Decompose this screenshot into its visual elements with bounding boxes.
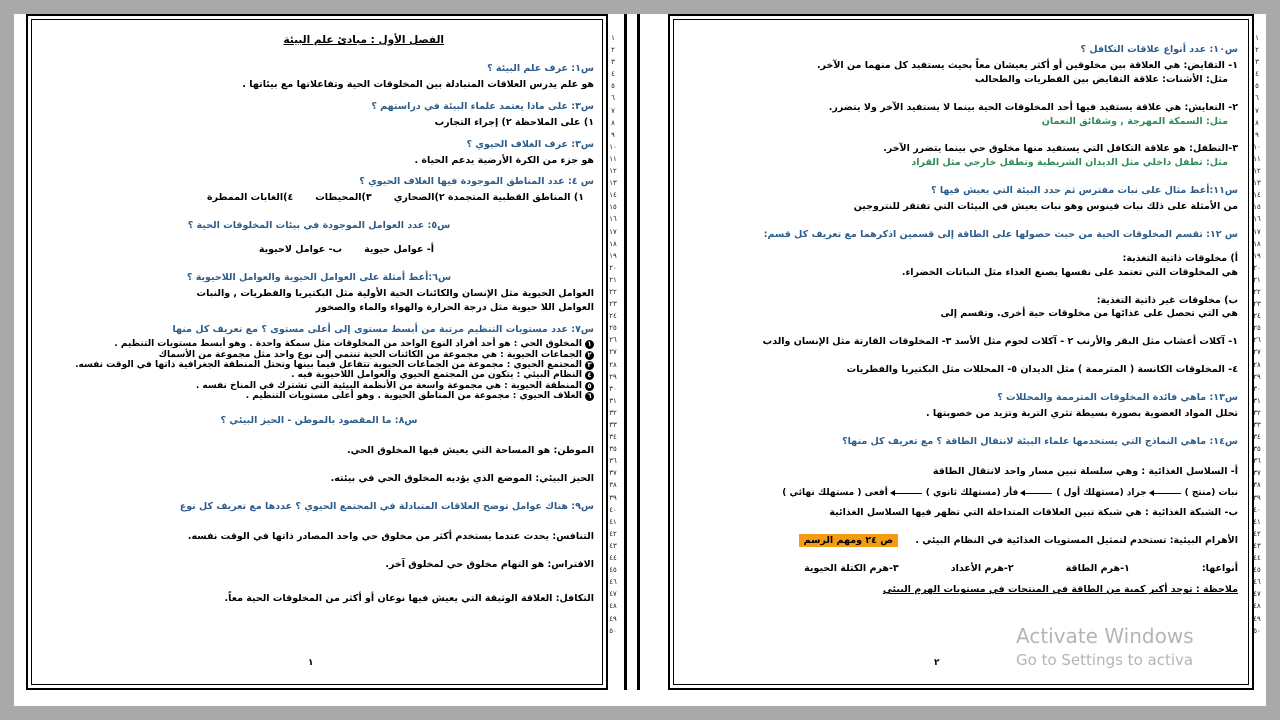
line-number: ١٢ bbox=[609, 167, 617, 176]
line-number: ٩ bbox=[611, 130, 615, 139]
line-number: ٤ bbox=[1255, 70, 1259, 79]
line-number: ١٧ bbox=[1253, 227, 1261, 236]
highlight-note: ص ٢٤ ومهم الرسم bbox=[799, 534, 898, 547]
chain-node-secondary: فأر (مستهلك ثانوي ) bbox=[925, 487, 1019, 498]
pyramid-types bbox=[686, 563, 1238, 575]
answer-14-pyramids bbox=[686, 535, 1238, 547]
line-number: ١٤ bbox=[1253, 191, 1261, 200]
line-number: ٣٠ bbox=[1253, 384, 1261, 393]
answer-9-competition: التنافس: يحدث عندما يستخدم أكثر من مخلوق حي واحد المصادر ذاتها في الوقت نفسه. bbox=[187, 530, 594, 542]
answer-5 bbox=[44, 244, 594, 256]
answer-9-predation: الافتراس: هو التهام مخلوق حي لمخلوق آخر. bbox=[385, 558, 594, 570]
chapter-title: الفصل الأول : مبادئ علم البيئة bbox=[283, 34, 444, 46]
answer-4-item: ٣)المحيطات bbox=[315, 192, 372, 204]
level-item: ٢ الجماعات الحيوية : هي مجموعة من الكائنات الحية تنتمي إلى نوع واحد مثل مجموعة من الأسماك bbox=[44, 350, 594, 360]
answer-12-heterotroph-def: هي التي تحصل على غذائها من مخلوقات حية أخرى. وتقسم إلى bbox=[940, 308, 1238, 320]
line-number: ٤٦ bbox=[609, 578, 617, 587]
activation-watermark-title: Activate Windows bbox=[1016, 624, 1194, 648]
question-12: س ١٢: تقسم المخلوقات الحية من حيث حصولها على الطاقة إلى قسمين اذكرهما مع تعريف كل قسم: bbox=[763, 228, 1238, 240]
line-number: ٥٠ bbox=[1253, 626, 1261, 635]
line-number: ٥٠ bbox=[609, 626, 617, 635]
line-number: ٣٠ bbox=[609, 384, 617, 393]
answer-12-heterotroph-title: ب) مخلوقات غير ذاتية التغذية: bbox=[1096, 294, 1238, 306]
line-number: ٤٧ bbox=[1253, 590, 1261, 599]
line-number: ١ bbox=[611, 34, 615, 42]
line-number: ١١ bbox=[1253, 154, 1261, 163]
level-item: ٣ المجتمع الحيوي : مجموعة من الجماعات الحيوية تتفاعل فيما بينها وتحتل المنطقة الجغرافية ذاتها في الوقت نفسه. bbox=[44, 360, 594, 370]
question-7: س٧: عدد مستويات التنظيم مرتبة من أبسط مستوى إلى أعلى مستوى ؟ مع تعريف كل منها bbox=[172, 323, 594, 335]
right-page-content bbox=[686, 44, 1238, 598]
line-number: ٣٧ bbox=[609, 469, 617, 478]
line-number: ٢ bbox=[611, 46, 615, 55]
line-number: ٢٩ bbox=[609, 372, 617, 381]
line-number: ٢٥ bbox=[1253, 324, 1261, 333]
line-number: ٣٦ bbox=[609, 457, 617, 466]
line-number: ٢٤ bbox=[1253, 312, 1261, 321]
line-number: ٨ bbox=[1255, 118, 1259, 127]
line-number: ٢٦ bbox=[609, 336, 617, 345]
answer-10-mutualism-example: مثل: الأشنات: علاقة التقايض بين الفطريات والطحالب bbox=[974, 73, 1228, 85]
line-number: ٤٥ bbox=[1253, 566, 1261, 575]
line-number: ٢٢ bbox=[609, 287, 617, 296]
answer-1: هو علم يدرس العلاقات المتبادلة بين المخلوقات الحية وتفاعلاتها مع بيئاتها . bbox=[242, 79, 594, 90]
line-number: ١٦ bbox=[609, 215, 617, 224]
line-number: ١٣ bbox=[1253, 179, 1261, 188]
line-number: ٢٧ bbox=[1253, 348, 1261, 357]
center-divider-left bbox=[624, 14, 627, 690]
line-number: ٨ bbox=[611, 118, 615, 127]
line-number: ٣١ bbox=[1253, 396, 1261, 405]
line-number: ٣٥ bbox=[609, 445, 617, 454]
pyramids-definition: الأهرام البيئية: تستخدم لتمثيل المستويات الغذائية في النظام البيئي . bbox=[915, 534, 1238, 546]
line-number: ١٠ bbox=[1253, 142, 1261, 151]
line-number: ٣٣ bbox=[1253, 421, 1261, 429]
question-3: س٣: عرف الغلاف الحيوي ؟ bbox=[466, 138, 594, 150]
line-number: ٧ bbox=[611, 106, 615, 115]
line-number: ٤٣ bbox=[609, 541, 617, 550]
question-1: س١: عرف علم البيئة ؟ bbox=[487, 63, 594, 75]
food-chain-diagram bbox=[686, 488, 1238, 499]
answer-6-line-1: العوامل الحيوية مثل الإنسان والكائنات الحية الأولية مثل البكتيريا والفطريات , والنبات bbox=[196, 287, 594, 299]
line-numbers-left bbox=[604, 32, 622, 637]
line-number: ٧ bbox=[1255, 106, 1259, 115]
level-item: ٥ المنطقة الحيوية : هي مجموعة واسعة من الأنظمة البيئية التي تشترك في المناخ نفسه . bbox=[44, 381, 594, 391]
line-number: ١٠ bbox=[609, 142, 617, 151]
activation-watermark-subtitle: Go to Settings to activa bbox=[1016, 651, 1194, 669]
line-number: ٢١ bbox=[1253, 275, 1261, 284]
line-number: ٢٥ bbox=[609, 324, 617, 333]
line-number: ٤ bbox=[611, 70, 615, 79]
line-number: ٦ bbox=[611, 94, 615, 103]
line-number: ٢١ bbox=[609, 275, 617, 284]
level-item: ٦ الغلاف الحيوي : مجموعة من المناطق الحيوية . وهو أعلى مستويات التنظيم . bbox=[44, 391, 594, 401]
line-number: ٤١ bbox=[1253, 517, 1261, 526]
line-number: ٤٠ bbox=[609, 505, 617, 514]
line-number: ١٤ bbox=[609, 191, 617, 200]
answer-4 bbox=[44, 192, 594, 204]
answer-10-mutualism: ١- التقايض: هي العلاقة بين مخلوقين أو أكثر يعيشان معاً بحيث يستفيد كل منهما من الآخر. bbox=[816, 59, 1238, 71]
answer-10-parasitism: ٣-التطفل: هو علاقة التكافل التي يستفيد منها مخلوق حي بينما يتضرر الآخر. bbox=[883, 143, 1238, 155]
line-number: ٣٤ bbox=[609, 433, 617, 442]
line-number: ١١ bbox=[609, 154, 617, 163]
answer-8-niche: الحيز البيئي: الموضع الذي يؤديه المخلوق الحي في بيئته. bbox=[330, 473, 594, 485]
line-number: ١٥ bbox=[1253, 203, 1261, 212]
chain-node-producer: نبات (منتج ) bbox=[1184, 487, 1238, 498]
line-number: ٤٢ bbox=[609, 529, 617, 538]
line-number: ٢٧ bbox=[609, 348, 617, 357]
pyramid-type: ٣-هرم الكتلة الحيوية bbox=[804, 562, 899, 574]
question-14: س١٤: ماهي النماذج التي يستخدمها علماء البيئة لانتقال الطاقة ؟ مع تعريف كل منها؟ bbox=[842, 435, 1238, 447]
line-number: ٣٨ bbox=[1253, 481, 1261, 490]
answer-4-item: ١) المناطق القطبية المتجمدة ٢)الصحاري bbox=[393, 192, 584, 204]
line-number: ٣٢ bbox=[1253, 408, 1261, 417]
answer-14-food-chain: أ- السلاسل الغذائية : وهي سلسلة تبين مسار واحد لانتقال الطاقة bbox=[932, 465, 1238, 477]
line-number: ٣٥ bbox=[1253, 445, 1261, 454]
line-number: ١٨ bbox=[609, 239, 617, 248]
note-line: ملاحظة : توجد أكبر كمية من الطاقة في المنتجات في مستويات الهرم البيئي bbox=[882, 584, 1238, 596]
line-number: ٤١ bbox=[609, 517, 617, 526]
question-13: س١٣: ماهي فائدة المخلوقات المترممة والمحللات ؟ bbox=[997, 392, 1238, 403]
line-number: ٢٢ bbox=[1253, 287, 1261, 296]
left-page-content bbox=[44, 34, 594, 607]
level-item: ٤ النظام البيئي : يتكون من المجتمع الحيوي والعوامل اللاحيوية فيه . bbox=[44, 370, 594, 380]
question-4: س ٤: عدد المناطق الموجودة فيها الغلاف الحيوي ؟ bbox=[359, 176, 594, 188]
line-number: ٣ bbox=[1255, 58, 1259, 67]
line-number: ٣٣ bbox=[609, 421, 617, 429]
question-10: س١٠: عدد أنواع علاقات التكافل ؟ bbox=[1080, 44, 1238, 55]
answer-6-line-2: العوامل اللا حيوية مثل درجة الحرارة والهواء والماء والصخور bbox=[315, 301, 594, 313]
line-numbers-right bbox=[1248, 32, 1266, 637]
line-number: ٣٤ bbox=[1253, 433, 1261, 442]
line-number: ٢٩ bbox=[1253, 372, 1261, 381]
line-number: ٣٩ bbox=[609, 493, 617, 502]
line-number: ٢٦ bbox=[1253, 336, 1261, 345]
line-number: ٢٣ bbox=[609, 300, 617, 309]
question-2: س٣: على ماذا يعتمد علماء البيئة في دراستهم ؟ bbox=[371, 100, 594, 112]
answer-12-autotroph-title: أ) مخلوقات ذاتية التغذية: bbox=[1122, 252, 1238, 264]
line-number: ٤٢ bbox=[1253, 529, 1261, 538]
chain-arrow bbox=[892, 493, 922, 494]
line-number: ٤٤ bbox=[609, 554, 617, 563]
answer-5-item: أ- عوامل حيوية bbox=[364, 244, 434, 255]
line-number: ٢٨ bbox=[609, 360, 617, 369]
line-number: ٣٢ bbox=[609, 408, 617, 417]
question-8: س٨: ما المقصود بالموطن - الحيز البيئي ؟ bbox=[220, 415, 418, 427]
pyramid-type: ٢-هرم الأعداد bbox=[950, 562, 1014, 574]
line-number: ٤٩ bbox=[1253, 614, 1261, 623]
answer-10-commensalism-example: مثل: السمكة المهرجة , وشقائق النعمان bbox=[1041, 115, 1228, 127]
line-number: ٤٠ bbox=[1253, 505, 1261, 514]
chain-arrow bbox=[1151, 493, 1181, 494]
types-label: أنواعها: bbox=[1201, 562, 1238, 574]
level-item: ١ المخلوق الحي : هو أحد أفراد النوع الواحد من المخلوقات مثل سمكة واحدة . وهو أبسط مستويات التنظيم . bbox=[44, 339, 594, 349]
answer-12-types-line-2: ٤- المخلوقات الكانسة ( المترممة ) مثل الديدان ٥- المحللات مثل البكتيريا والفطريات bbox=[846, 364, 1238, 376]
chain-node-primary: جراد (مستهلك أول ) bbox=[1056, 487, 1147, 498]
line-number: ٣٧ bbox=[1253, 469, 1261, 478]
line-number: ٤٥ bbox=[609, 566, 617, 575]
line-number: ٤٣ bbox=[1253, 541, 1261, 550]
line-number: ١٨ bbox=[1253, 239, 1261, 248]
question-11: س١١:أعط مثال على نبات مفترس ثم حدد البيئة التي يعيش فيها ؟ bbox=[931, 185, 1238, 197]
question-6: س٦:أعط أمثلة على العوامل الحيوية والعوامل اللاحيوية ؟ bbox=[186, 271, 452, 283]
line-number: ٢٣ bbox=[1253, 300, 1261, 309]
line-number: ٤٦ bbox=[1253, 578, 1261, 587]
answer-8-habitat: الموطن: هو المساحة التي يعيش فيها المخلوق الحي. bbox=[347, 445, 594, 457]
line-number: ١ bbox=[1255, 34, 1259, 42]
line-number: ١٧ bbox=[609, 227, 617, 236]
line-number: ٣٦ bbox=[1253, 457, 1261, 466]
answer-12-types-line-1: ١- آكلات أعشاب مثل البقر والأرنب ٢ - آكلات لحوم مثل الأسد ٣- المخلوقات القارتة مثل الإنسان والدب bbox=[762, 336, 1238, 348]
line-number: ٢ bbox=[1255, 46, 1259, 55]
line-number: ٩ bbox=[1255, 130, 1259, 139]
line-number: ٣ bbox=[611, 58, 615, 67]
line-number: ٥ bbox=[1255, 82, 1259, 91]
chain-node-final: أفعى ( مستهلك نهائي ) bbox=[782, 487, 888, 498]
line-number: ٢٨ bbox=[1253, 360, 1261, 369]
center-divider-right bbox=[637, 14, 640, 690]
answer-11: من الأمثلة على ذلك نبات فينوس وهو نبات يعيش في البيئات التي تفتقر للنتروجين bbox=[853, 201, 1238, 212]
line-number: ٤٤ bbox=[1253, 554, 1261, 563]
line-number: ٤٨ bbox=[1253, 602, 1261, 611]
line-number: ١٥ bbox=[609, 203, 617, 212]
line-number: ٤٩ bbox=[609, 614, 617, 623]
pyramid-type: ١-هرم الطاقة bbox=[1065, 562, 1130, 574]
answer-5-item: ب- عوامل لاحيوية bbox=[258, 244, 343, 255]
line-number: ٥ bbox=[611, 82, 615, 91]
line-number: ١٣ bbox=[609, 179, 617, 188]
question-9: س٩: هناك عوامل توضح العلاقات المتبادلة في المجتمع الحيوي ؟ عددها مع تعريف كل نوع bbox=[179, 501, 594, 513]
answer-10-commensalism: ٢- التعايش: هي علاقة يستفيد فيها أحد المخلوقات الحية بينما لا يستفيد الآخر ولا يتضرر. bbox=[828, 101, 1238, 113]
chain-arrow bbox=[1022, 493, 1052, 494]
line-number: ٤٨ bbox=[609, 602, 617, 611]
line-number: ٤٧ bbox=[609, 590, 617, 599]
question-5: س٥: عدد العوامل الموجودة في بيئات المخلوقات الحية ؟ bbox=[187, 220, 451, 232]
page-number-right: ٢ bbox=[934, 658, 940, 668]
answer-13: تحلل المواد العضوية بصورة بسيطة تثري التربة وتزيد من خصوبتها . bbox=[926, 407, 1238, 419]
answer-2: ١) على الملاحظة ٢) إجراء التجارب bbox=[434, 116, 594, 128]
line-number: ٣١ bbox=[609, 396, 617, 405]
line-number: ٢٠ bbox=[1253, 263, 1261, 272]
line-number: ١٢ bbox=[1253, 167, 1261, 176]
line-number: ٢٠ bbox=[609, 263, 617, 272]
organization-levels-list bbox=[44, 339, 594, 401]
answer-10-parasitism-example: مثل: تطفل داخلي مثل الديدان الشريطية وتطفل خارجي مثل القراد bbox=[911, 157, 1228, 169]
page-number-left: ١ bbox=[308, 658, 314, 668]
answer-9-symbiosis: التكافل: العلاقة الوثيقة التي يعيش فيها نوعان أو أكثر من المخلوقات الحية معاً. bbox=[224, 592, 594, 604]
line-number: ١٩ bbox=[609, 251, 617, 260]
answer-12-autotroph-def: هي المخلوقات التي تعتمد على نفسها بصنع الغذاء مثل النباتات الخضراء. bbox=[901, 266, 1238, 278]
line-number: ٢٤ bbox=[609, 312, 617, 321]
line-number: ١٩ bbox=[1253, 251, 1261, 260]
line-number: ١٦ bbox=[1253, 215, 1261, 224]
line-number: ٣٨ bbox=[609, 481, 617, 490]
line-number: ٦ bbox=[1255, 94, 1259, 103]
answer-14-food-web: ب- الشبكة الغذائية : هي شبكة تبين العلاقات المتداخلة التي تظهر فيها السلاسل الغذائية bbox=[829, 506, 1238, 518]
answer-3: هو جزء من الكرة الأرضية يدعم الحياة . bbox=[414, 154, 594, 166]
answer-4-item: ٤)الغابات الممطرة bbox=[207, 192, 294, 204]
line-number: ٣٩ bbox=[1253, 493, 1261, 502]
